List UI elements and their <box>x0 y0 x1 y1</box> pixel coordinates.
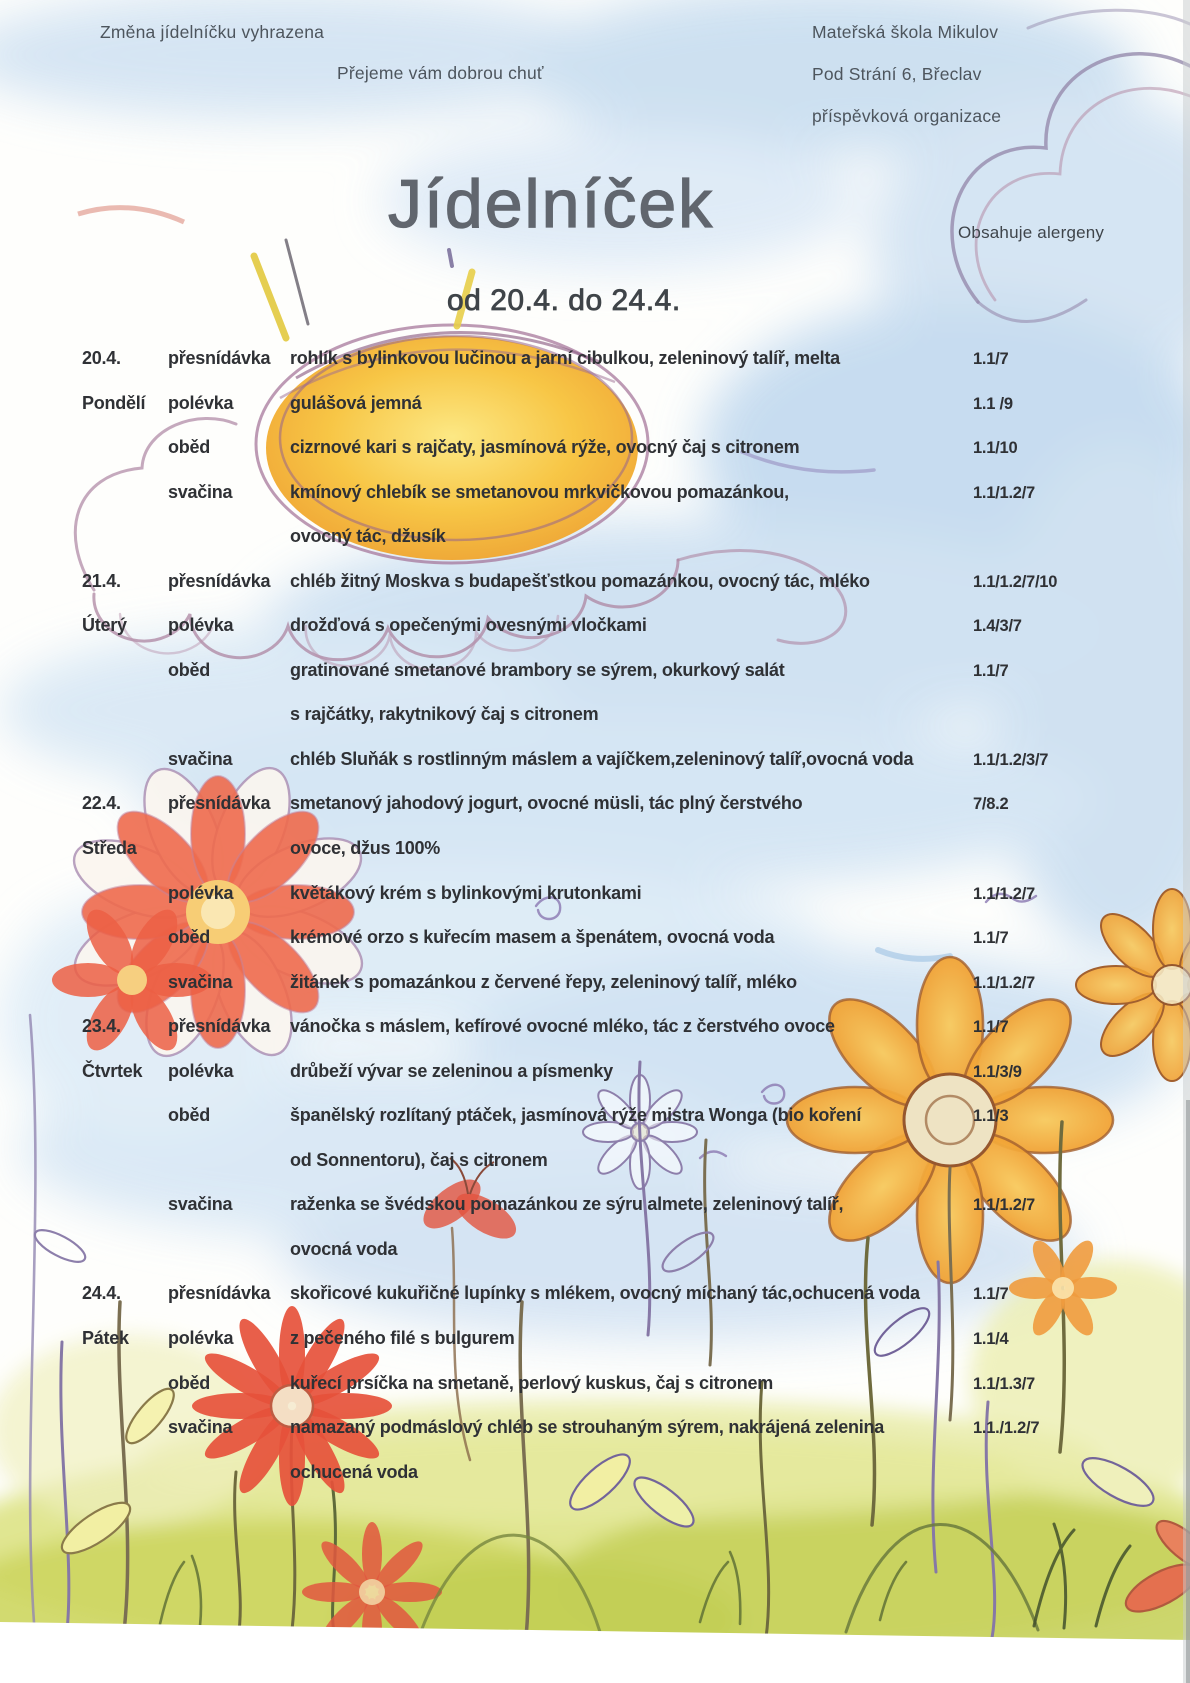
menu-dish: krémové orzo s kuřecím masem a špenátem, ovocná voda <box>290 927 775 948</box>
menu-row <box>0 571 1190 616</box>
menu-date: Středa <box>82 838 137 859</box>
menu-meal-type: přesnídávka <box>168 570 271 591</box>
menu-row <box>0 660 1190 705</box>
menu-row <box>0 1150 1190 1195</box>
menu-row <box>0 793 1190 838</box>
menu-dish: smetanový jahodový jogurt, ovocné müsli, tác plný čerstvého <box>290 793 803 814</box>
menu-allergens: 1.1/7 <box>973 1018 1009 1037</box>
menu-row <box>0 883 1190 928</box>
menu-dish: žitánek s pomazánkou z červené řepy, zeleninový talíř, mléko <box>290 971 797 992</box>
menu-row <box>0 393 1190 438</box>
menu-dish: gratinované smetanové brambory se sýrem, okurkový salát <box>290 659 785 680</box>
menu-meal-type: přesnídávka <box>168 1283 271 1304</box>
menu-dish: drůbeží vývar se zeleninou a písmenky <box>290 1060 613 1081</box>
menu-date: 20.4. <box>82 348 121 368</box>
menu-meal-type: oběd <box>168 1372 210 1393</box>
menu-dish: ovocný tác, džusík <box>290 526 446 547</box>
menu-dish: gulášová jemná <box>290 392 422 413</box>
menu-meal-type: přesnídávka <box>168 1016 271 1037</box>
menu-meal-type: polévka <box>168 615 234 636</box>
menu-row <box>0 1105 1190 1150</box>
menu-meal-type: polévka <box>168 1328 234 1349</box>
school-address: Pod Strání 6, Břeclav <box>812 64 982 84</box>
menu-row <box>0 838 1190 883</box>
menu-allergens: 1.1/1.2/7 <box>973 1196 1035 1215</box>
menu-date: 24.4. <box>82 1283 121 1304</box>
menu-row <box>0 482 1190 527</box>
menu-dish: raženka se švédskou pomazánkou ze sýru almete, zeleninový talíř, <box>290 1194 844 1215</box>
menu-allergens: 1.1/7 <box>973 350 1009 368</box>
menu-dish: chléb Sluňák s rostlinným máslem a vajíčkem,zeleninový talíř,ovocná voda <box>290 748 914 769</box>
menu-allergens: 7/8.2 <box>973 795 1009 814</box>
menu-table <box>0 348 1190 1506</box>
menu-allergens: 1.1/1.2/7 <box>973 973 1035 992</box>
menu-dish: kmínový chlebík se smetanovou mrkvičkovou pomazánkou, <box>290 481 789 502</box>
menu-meal-type: oběd <box>168 927 210 948</box>
allergens-note: Obsahuje alergeny <box>958 223 1105 242</box>
menu-dish: rohlík s bylinkovou lučinou a jarní cibulkou, zeleninový talíř, melta <box>290 348 840 368</box>
menu-row <box>0 749 1190 794</box>
menu-dish: skořicové kukuřičné lupínky s mlékem, ovocný míchaný tác,ochucená voda <box>290 1283 920 1304</box>
menu-dish: ovoce, džus 100% <box>290 838 441 859</box>
menu-allergens: 1.1/7 <box>973 1285 1009 1304</box>
menu-row <box>0 1283 1190 1328</box>
menu-date: Pátek <box>82 1328 129 1349</box>
menu-allergens: 1.1/1.2/7/10 <box>973 572 1058 591</box>
menu-allergens: 1.1/1.2/3/7 <box>973 750 1049 769</box>
page-title: Jídelníček <box>388 166 715 242</box>
menu-meal-type: polévka <box>168 1060 234 1081</box>
menu-dish: chléb žitný Moskva s budapešťstkou pomazánkou, ovocný tác, mléko <box>290 570 870 591</box>
menu-dish: od Sonnentoru), čaj s citronem <box>290 1149 548 1170</box>
menu-change-note: Změna jídelníčku vyhrazena <box>100 22 325 42</box>
menu-date: 22.4. <box>82 793 121 814</box>
menu-row <box>0 1373 1190 1418</box>
menu-dish: ovocná voda <box>290 1238 398 1259</box>
menu-allergens: 1.4/3/7 <box>973 617 1022 636</box>
menu-dish: květákový krém s bylinkovými krutonkami <box>290 882 642 903</box>
menu-meal-type: svačina <box>168 1417 233 1438</box>
menu-row <box>0 704 1190 749</box>
menu-dish: kuřecí prsíčka na smetaně, perlový kuskus, čaj s citronem <box>290 1372 773 1393</box>
menu-meal-type: svačina <box>168 481 233 502</box>
menu-meal-type: polévka <box>168 882 234 903</box>
menu-row <box>0 1061 1190 1106</box>
menu-row <box>0 927 1190 972</box>
menu-allergens: 1.1/7 <box>973 929 1009 948</box>
menu-allergens: 1.1/10 <box>973 439 1018 458</box>
menu-dish: vánočka s máslem, kefírové ovocné mléko, tác z čerstvého ovoce <box>290 1016 835 1037</box>
menu-dish: cizrnové kari s rajčaty, jasmínová rýže, ovocný čaj s citronem <box>290 437 800 458</box>
menu-date: Pondělí <box>82 392 146 413</box>
menu-row <box>0 1194 1190 1239</box>
menu-allergens: 1.1/4 <box>973 1330 1009 1349</box>
menu-allergens: 1.1/1.3/7 <box>973 1374 1035 1393</box>
menu-date: 21.4. <box>82 570 121 591</box>
menu-allergens: 1.1./1.2/7 <box>973 1419 1040 1438</box>
school-name: Mateřská škola Mikulov <box>812 22 999 42</box>
menu-row <box>0 972 1190 1017</box>
menu-dish: ochucená voda <box>290 1461 418 1482</box>
menu-meal-type: polévka <box>168 392 234 413</box>
menu-row <box>0 526 1190 571</box>
menu-dish: drožďová s opečenými ovesnými vločkami <box>290 615 647 636</box>
menu-allergens: 1.1/1.2/7 <box>973 483 1035 502</box>
menu-row <box>0 615 1190 660</box>
menu-row <box>0 437 1190 482</box>
menu-dish: z pečeného filé s bulgurem <box>290 1328 515 1349</box>
menu-row <box>0 1462 1190 1507</box>
menu-row <box>0 1016 1190 1061</box>
menu-allergens: 1.1/7 <box>973 661 1009 680</box>
menu-meal-type: přesnídávka <box>168 793 271 814</box>
menu-allergens: 1.1 /9 <box>973 394 1013 413</box>
greeting-text: Přejeme vám dobrou chuť <box>337 63 544 83</box>
menu-meal-type: oběd <box>168 437 210 458</box>
menu-row <box>0 1328 1190 1373</box>
menu-meal-type: svačina <box>168 1194 233 1215</box>
date-range: od 20.4. do 24.4. <box>447 284 681 317</box>
menu-meal-type: oběd <box>168 1105 210 1126</box>
menu-allergens: 1.1/3 <box>973 1107 1009 1126</box>
menu-date: Čtvrtek <box>82 1060 143 1081</box>
menu-date: Úterý <box>82 615 127 636</box>
menu-dish: španělský rozlítaný ptáček, jasmínová rýže mistra Wonga (bio koření <box>290 1105 862 1126</box>
menu-allergens: 1.1/3/9 <box>973 1062 1022 1081</box>
menu-row <box>0 1239 1190 1284</box>
menu-dish: s rajčátky, rakytnikový čaj s citronem <box>290 704 599 725</box>
menu-meal-type: svačina <box>168 748 233 769</box>
menu-meal-type: oběd <box>168 659 210 680</box>
menu-row <box>0 348 1190 393</box>
menu-meal-type: svačina <box>168 971 233 992</box>
school-organization: příspěvková organizace <box>812 106 1002 126</box>
menu-allergens: 1.1/1.2/7 <box>973 884 1035 903</box>
menu-row <box>0 1417 1190 1462</box>
menu-dish: namazaný podmáslový chléb se strouhaným sýrem, nakrájená zelenina <box>290 1417 884 1438</box>
menu-meal-type: přesnídávka <box>168 348 271 368</box>
menu-date: 23.4. <box>82 1016 121 1037</box>
